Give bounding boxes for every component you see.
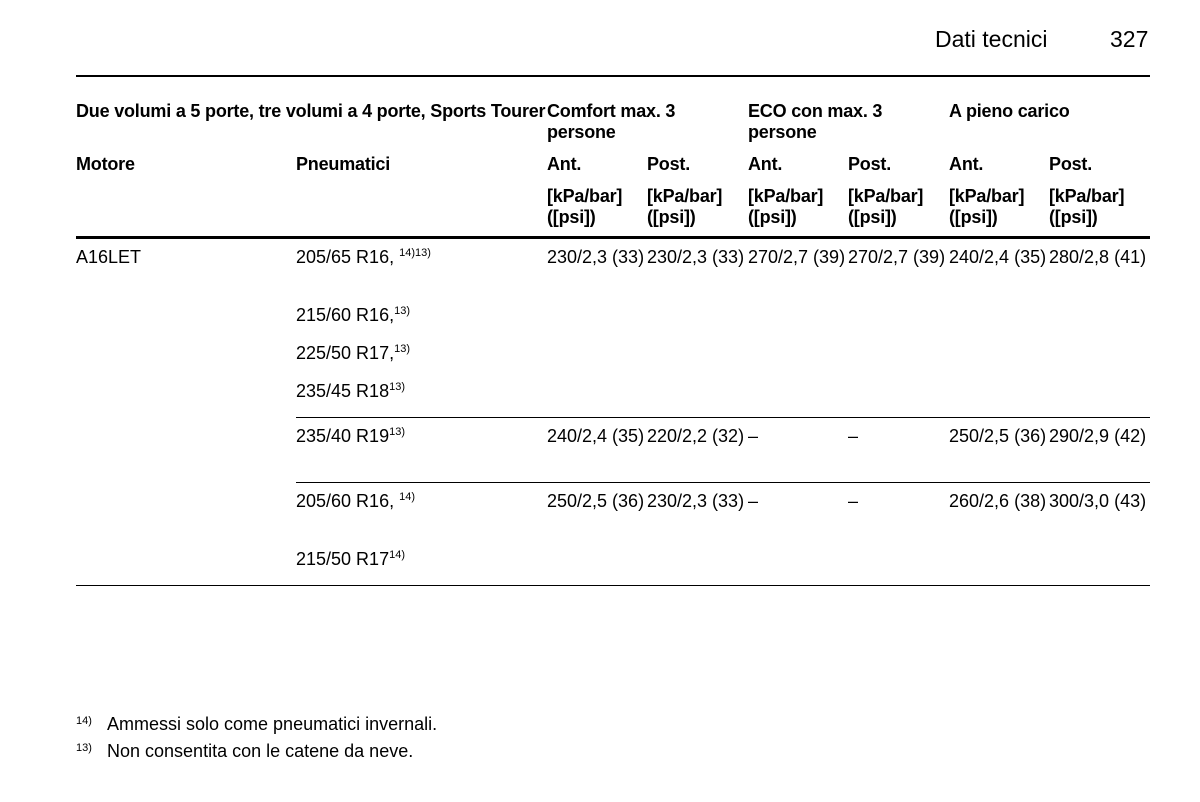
- table-bottom-rule: [76, 586, 1150, 588]
- table-row: [76, 379, 1150, 418]
- pressure-value: 300/3,0 (43): [1049, 483, 1150, 548]
- pressure-value: 250/2,5 (36): [547, 483, 647, 548]
- page-section-title: Dati tecnici: [935, 26, 1048, 52]
- footnote-ref: 13): [389, 381, 405, 393]
- table-row: [76, 238, 1150, 304]
- footnote-ref: 13): [394, 343, 410, 355]
- condition-heading-full-load: A pieno carico: [949, 101, 1070, 121]
- footnote-ref: 14): [389, 549, 405, 561]
- unit-label: [kPa/bar] ([psi]): [547, 186, 623, 227]
- tyre-size: 205/60 R16, $^{14)}$: [296, 483, 547, 548]
- pressure-value: 270/2,7 (39): [848, 238, 949, 304]
- footnote: [76, 739, 437, 766]
- pressure-value: 220/2,2 (32): [647, 418, 748, 483]
- footnote-ref: 14): [399, 491, 415, 503]
- column-header-rear: Post.: [1049, 154, 1093, 174]
- tyre-size: 235/40 R19$^{13)}$: [296, 418, 547, 483]
- pressure-value: 240/2,4 (35): [547, 418, 647, 483]
- unit-label: [kPa/bar] ([psi]): [647, 186, 723, 227]
- pressure-value: 230/2,3 (33): [647, 238, 748, 304]
- footnote-ref: 14)13): [399, 247, 431, 259]
- table-row: [76, 483, 1150, 548]
- pressure-value: 230/2,3 (33): [647, 483, 748, 548]
- header-rule: [76, 75, 1150, 77]
- pressure-value: –: [848, 418, 949, 483]
- footnotes: [76, 712, 437, 766]
- vehicle-group-heading: Due volumi a 5 porte, tre volumi a 4 porte, Sports Tourer: [76, 101, 546, 121]
- pressure-value: 290/2,9 (42): [1049, 418, 1150, 483]
- column-header-rear: Post.: [848, 154, 892, 174]
- table-row: [76, 341, 1150, 379]
- table-row: [76, 547, 1150, 586]
- column-header-front: Ant.: [547, 154, 582, 174]
- pressure-value: –: [748, 418, 848, 483]
- column-header-engine: Motore: [76, 154, 135, 174]
- unit-label: [kPa/bar] ([psi]): [848, 186, 924, 227]
- footnote-ref: 13): [394, 305, 410, 317]
- tyre-pressure-table: [76, 101, 1150, 587]
- tyre-size: 235/45 R18$^{13)}$: [296, 381, 405, 401]
- tyre-size: 205/65 R16, $^{14)13)}$: [296, 238, 547, 304]
- tyre-size: 215/50 R17$^{14)}$: [296, 549, 405, 569]
- condition-heading-eco: ECO con max. 3 persone: [748, 101, 883, 142]
- footnote-text: Ammessi solo come pneumatici invernali.: [107, 714, 438, 734]
- unit-label: [kPa/bar] ([psi]): [949, 186, 1025, 227]
- column-header-front: Ant.: [748, 154, 783, 174]
- pressure-value: 270/2,7 (39): [748, 238, 848, 304]
- table-row: [76, 303, 1150, 341]
- column-header-front: Ant.: [949, 154, 984, 174]
- footnote-mark: 13): [76, 742, 92, 754]
- pressure-value: 230/2,3 (33): [547, 238, 647, 304]
- engine-code: A16LET: [76, 238, 296, 304]
- condition-heading-comfort: Comfort max. 3 persone: [547, 101, 676, 142]
- page-number: 327: [1110, 26, 1149, 52]
- pressure-value: 260/2,6 (38): [949, 483, 1049, 548]
- table-row: [76, 418, 1150, 483]
- footnote: [76, 712, 437, 739]
- footnote-text: Non consentita con le catene da neve.: [107, 741, 414, 761]
- pressure-value: 280/2,8 (41): [1049, 238, 1150, 304]
- unit-label: [kPa/bar] ([psi]): [748, 186, 824, 227]
- footnote-mark: 14): [76, 715, 92, 727]
- column-header-tyres: Pneumatici: [296, 154, 391, 174]
- tyre-size: 225/50 R17,$^{13)}$: [296, 343, 410, 363]
- pressure-value: 240/2,4 (35): [949, 238, 1049, 304]
- unit-label: [kPa/bar] ([psi]): [1049, 186, 1125, 227]
- column-header-rear: Post.: [647, 154, 691, 174]
- pressure-value: –: [748, 483, 848, 548]
- pressure-value: –: [848, 483, 949, 548]
- footnote-ref: 13): [389, 426, 405, 438]
- tyre-size: 215/60 R16,$^{13)}$: [296, 305, 410, 325]
- pressure-value: 250/2,5 (36): [949, 418, 1049, 483]
